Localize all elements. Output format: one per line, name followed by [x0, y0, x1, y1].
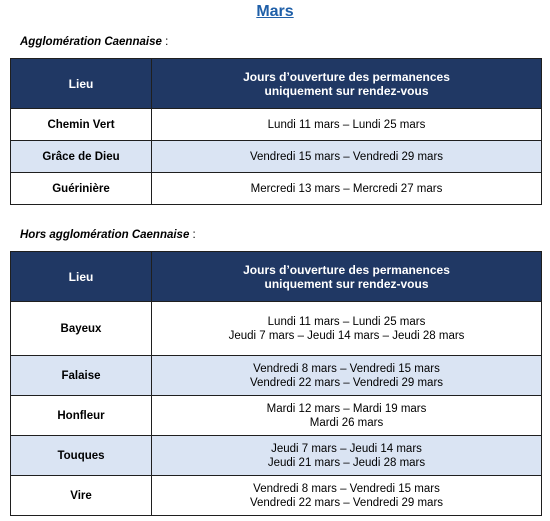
- section-label-text: Hors agglomération Caennaise: [20, 229, 190, 241]
- header-jours: [152, 59, 542, 109]
- lieu-cell: Touques: [11, 436, 152, 476]
- lieu-cell: Vire: [11, 476, 152, 516]
- table-row: [11, 141, 542, 173]
- dates-cell: [152, 356, 542, 396]
- date-line: Lundi 11 mars – Lundi 25 mars: [267, 315, 426, 328]
- dates-cell: [152, 302, 542, 356]
- date-line: Mercredi 13 mars – Mercredi 27 mars: [250, 182, 443, 195]
- date-line: Vendredi 22 mars – Vendredi 29 mars: [249, 376, 444, 389]
- table-row: [11, 396, 542, 436]
- date-line: Mardi 26 mars: [309, 416, 384, 429]
- dates-cell: [152, 173, 542, 205]
- table-header-row: [11, 59, 542, 109]
- table-row: [11, 436, 542, 476]
- table-row: [11, 476, 542, 516]
- lieu-cell: Falaise: [11, 356, 152, 396]
- header-lieu: Lieu: [11, 252, 152, 302]
- header-jours-line2: uniquement sur rendez-vous: [264, 276, 429, 291]
- dates-cell: [152, 476, 542, 516]
- schedule-table-hors-agglomeration: [10, 251, 542, 516]
- header-lieu: Lieu: [11, 59, 152, 109]
- section-label-colon: :: [189, 229, 196, 241]
- section-label-agglomeration: [20, 36, 168, 48]
- dates-cell: [152, 436, 542, 476]
- header-jours-line1: Jours d’ouverture des permanences: [243, 262, 450, 277]
- table-row: [11, 356, 542, 396]
- lieu-cell: Bayeux: [11, 302, 152, 356]
- dates-cell: [152, 396, 542, 436]
- date-line: Vendredi 8 mars – Vendredi 15 mars: [253, 482, 440, 495]
- dates-cell: [152, 109, 542, 141]
- date-line: Lundi 11 mars – Lundi 25 mars: [267, 118, 426, 131]
- date-line: Jeudi 7 mars – Jeudi 14 mars – Jeudi 28 mars: [228, 329, 465, 342]
- date-line: Vendredi 8 mars – Vendredi 15 mars: [253, 362, 440, 375]
- header-jours-line1: Jours d’ouverture des permanences: [243, 69, 450, 84]
- lieu-cell: Grâce de Dieu: [11, 141, 152, 173]
- section-label-hors-agglomeration: [20, 229, 196, 241]
- date-line: Mardi 12 mars – Mardi 19 mars: [266, 402, 427, 415]
- table-row: [11, 173, 542, 205]
- schedule-table-agglomeration: [10, 58, 542, 205]
- lieu-cell: Chemin Vert: [11, 109, 152, 141]
- table-row: [11, 302, 542, 356]
- date-line: Vendredi 22 mars – Vendredi 29 mars: [249, 496, 444, 509]
- header-jours: [152, 252, 542, 302]
- lieu-cell: Guérinière: [11, 173, 152, 205]
- page-title: Mars: [256, 3, 294, 20]
- date-line: Jeudi 7 mars – Jeudi 14 mars: [271, 442, 422, 455]
- table-header-row: [11, 252, 542, 302]
- lieu-cell: Honfleur: [11, 396, 152, 436]
- date-line: Jeudi 21 mars – Jeudi 28 mars: [267, 456, 426, 469]
- table-row: [11, 109, 542, 141]
- section-label-text: Agglomération Caennaise: [20, 36, 162, 48]
- section-label-colon: :: [161, 36, 169, 48]
- dates-cell: [152, 141, 542, 173]
- header-jours-line2: uniquement sur rendez-vous: [264, 83, 429, 98]
- date-line: Vendredi 15 mars – Vendredi 29 mars: [249, 150, 444, 163]
